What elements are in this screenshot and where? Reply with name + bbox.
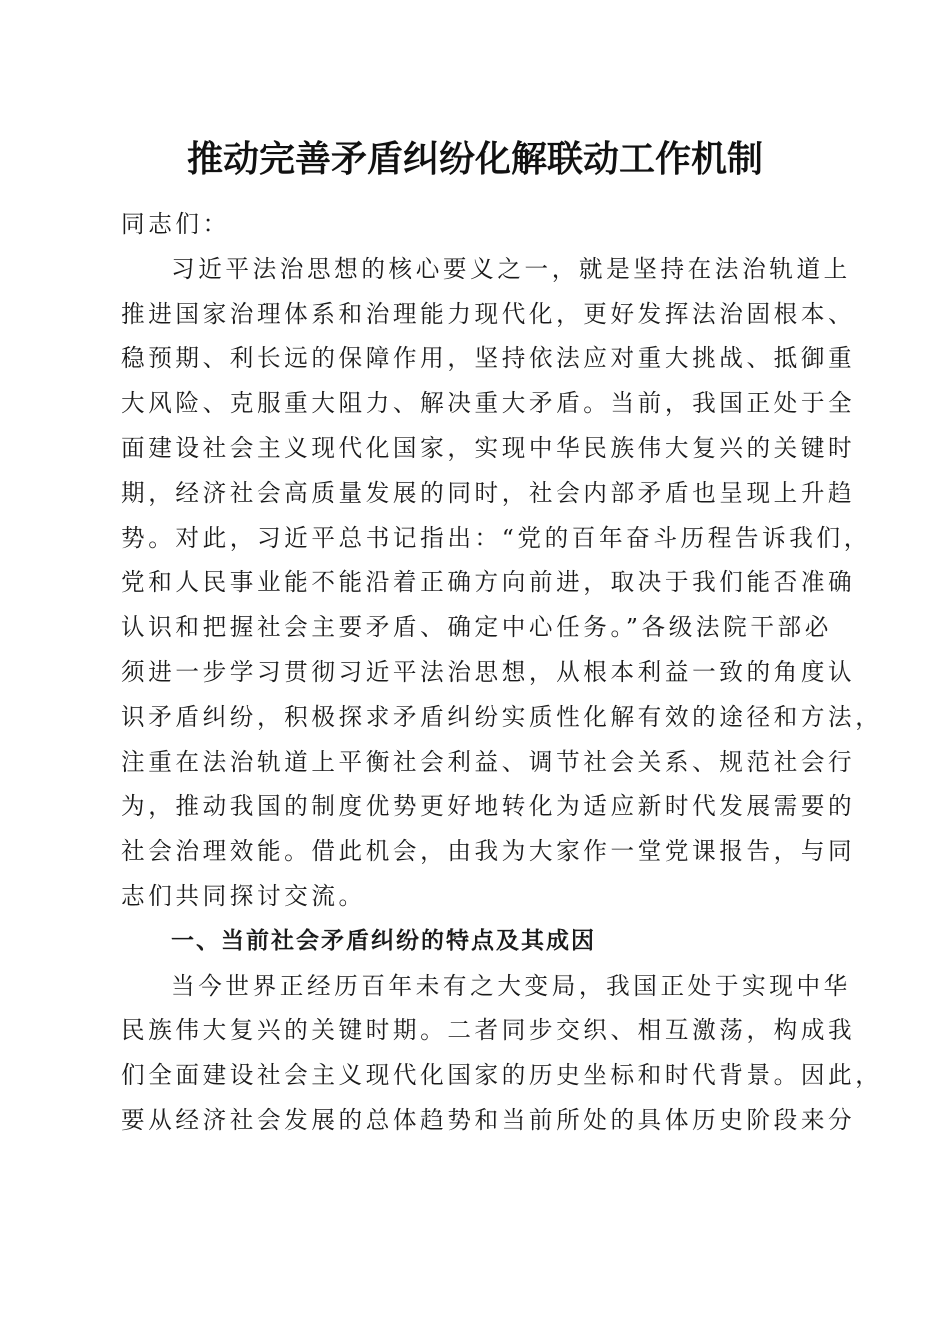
- paragraph-line: 社会治理效能。借此机会，由我为大家作一堂党课报告，与同: [121, 837, 856, 866]
- paragraph-line: 认识和把握社会主要矛盾、确定中心任务。”各级法院干部必: [121, 613, 832, 642]
- paragraph-line: 识矛盾纠纷，积极探求矛盾纠纷实质性化解有效的途径和方法，: [121, 702, 883, 731]
- paragraph-line: 民族伟大复兴的关键时期。二者同步交织、相互激荡，构成我: [121, 1016, 856, 1045]
- paragraph-line: 要从经济社会发展的总体趋势和当前所处的具体历史阶段来分: [121, 1105, 856, 1134]
- paragraph-2: [121, 964, 883, 1143]
- paragraph-line: 党和人民事业能不能沿着正确方向前进，取决于我们能否准确: [121, 568, 856, 597]
- paragraph-line: 注重在法治轨道上平衡社会利益、调节社会关系、规范社会行: [121, 747, 856, 776]
- document-title: 推动完善矛盾纠纷化解联动工作机制: [186, 138, 763, 180]
- section-heading: 一、当前社会矛盾纠纷的特点及其成因: [171, 927, 596, 954]
- paragraph-line: 大风险、克服重大阻力、解决重大矛盾。当前，我国正处于全: [121, 389, 856, 418]
- paragraph-line: 习近平法治思想的核心要义之一，就是坚持在法治轨道上: [171, 254, 851, 283]
- paragraph-line: 面建设社会主义现代化国家，实现中华民族伟大复兴的关键时: [121, 433, 856, 462]
- paragraph-line: 志们共同探讨交流。: [121, 881, 366, 910]
- paragraph-line: 稳预期、利长远的保障作用，坚持依法应对重大挑战、抵御重: [121, 344, 856, 373]
- paragraph-line: 为，推动我国的制度优势更好地转化为适应新时代发展需要的: [121, 792, 856, 821]
- salutation: 同志们：: [121, 210, 230, 238]
- document-body: [121, 202, 883, 1143]
- paragraph-line: 期，经济社会高质量发展的同时，社会内部矛盾也呈现上升趋: [121, 478, 856, 507]
- paragraph-1: [121, 247, 883, 919]
- paragraph-line: 推进国家治理体系和治理能力现代化，更好发挥法治固根本、: [121, 299, 856, 328]
- paragraph-line: 们全面建设社会主义现代化国家的历史坐标和时代背景。因此，: [121, 1061, 883, 1090]
- paragraph-line: 须进一步学习贯彻习近平法治思想，从根本利益一致的角度认: [121, 657, 856, 686]
- paragraph-line: 当今世界正经历百年未有之大变局，我国正处于实现中华: [171, 971, 851, 1000]
- paragraph-line: 势。对此，习近平总书记指出：“党的百年奋斗历程告诉我们，: [121, 523, 871, 552]
